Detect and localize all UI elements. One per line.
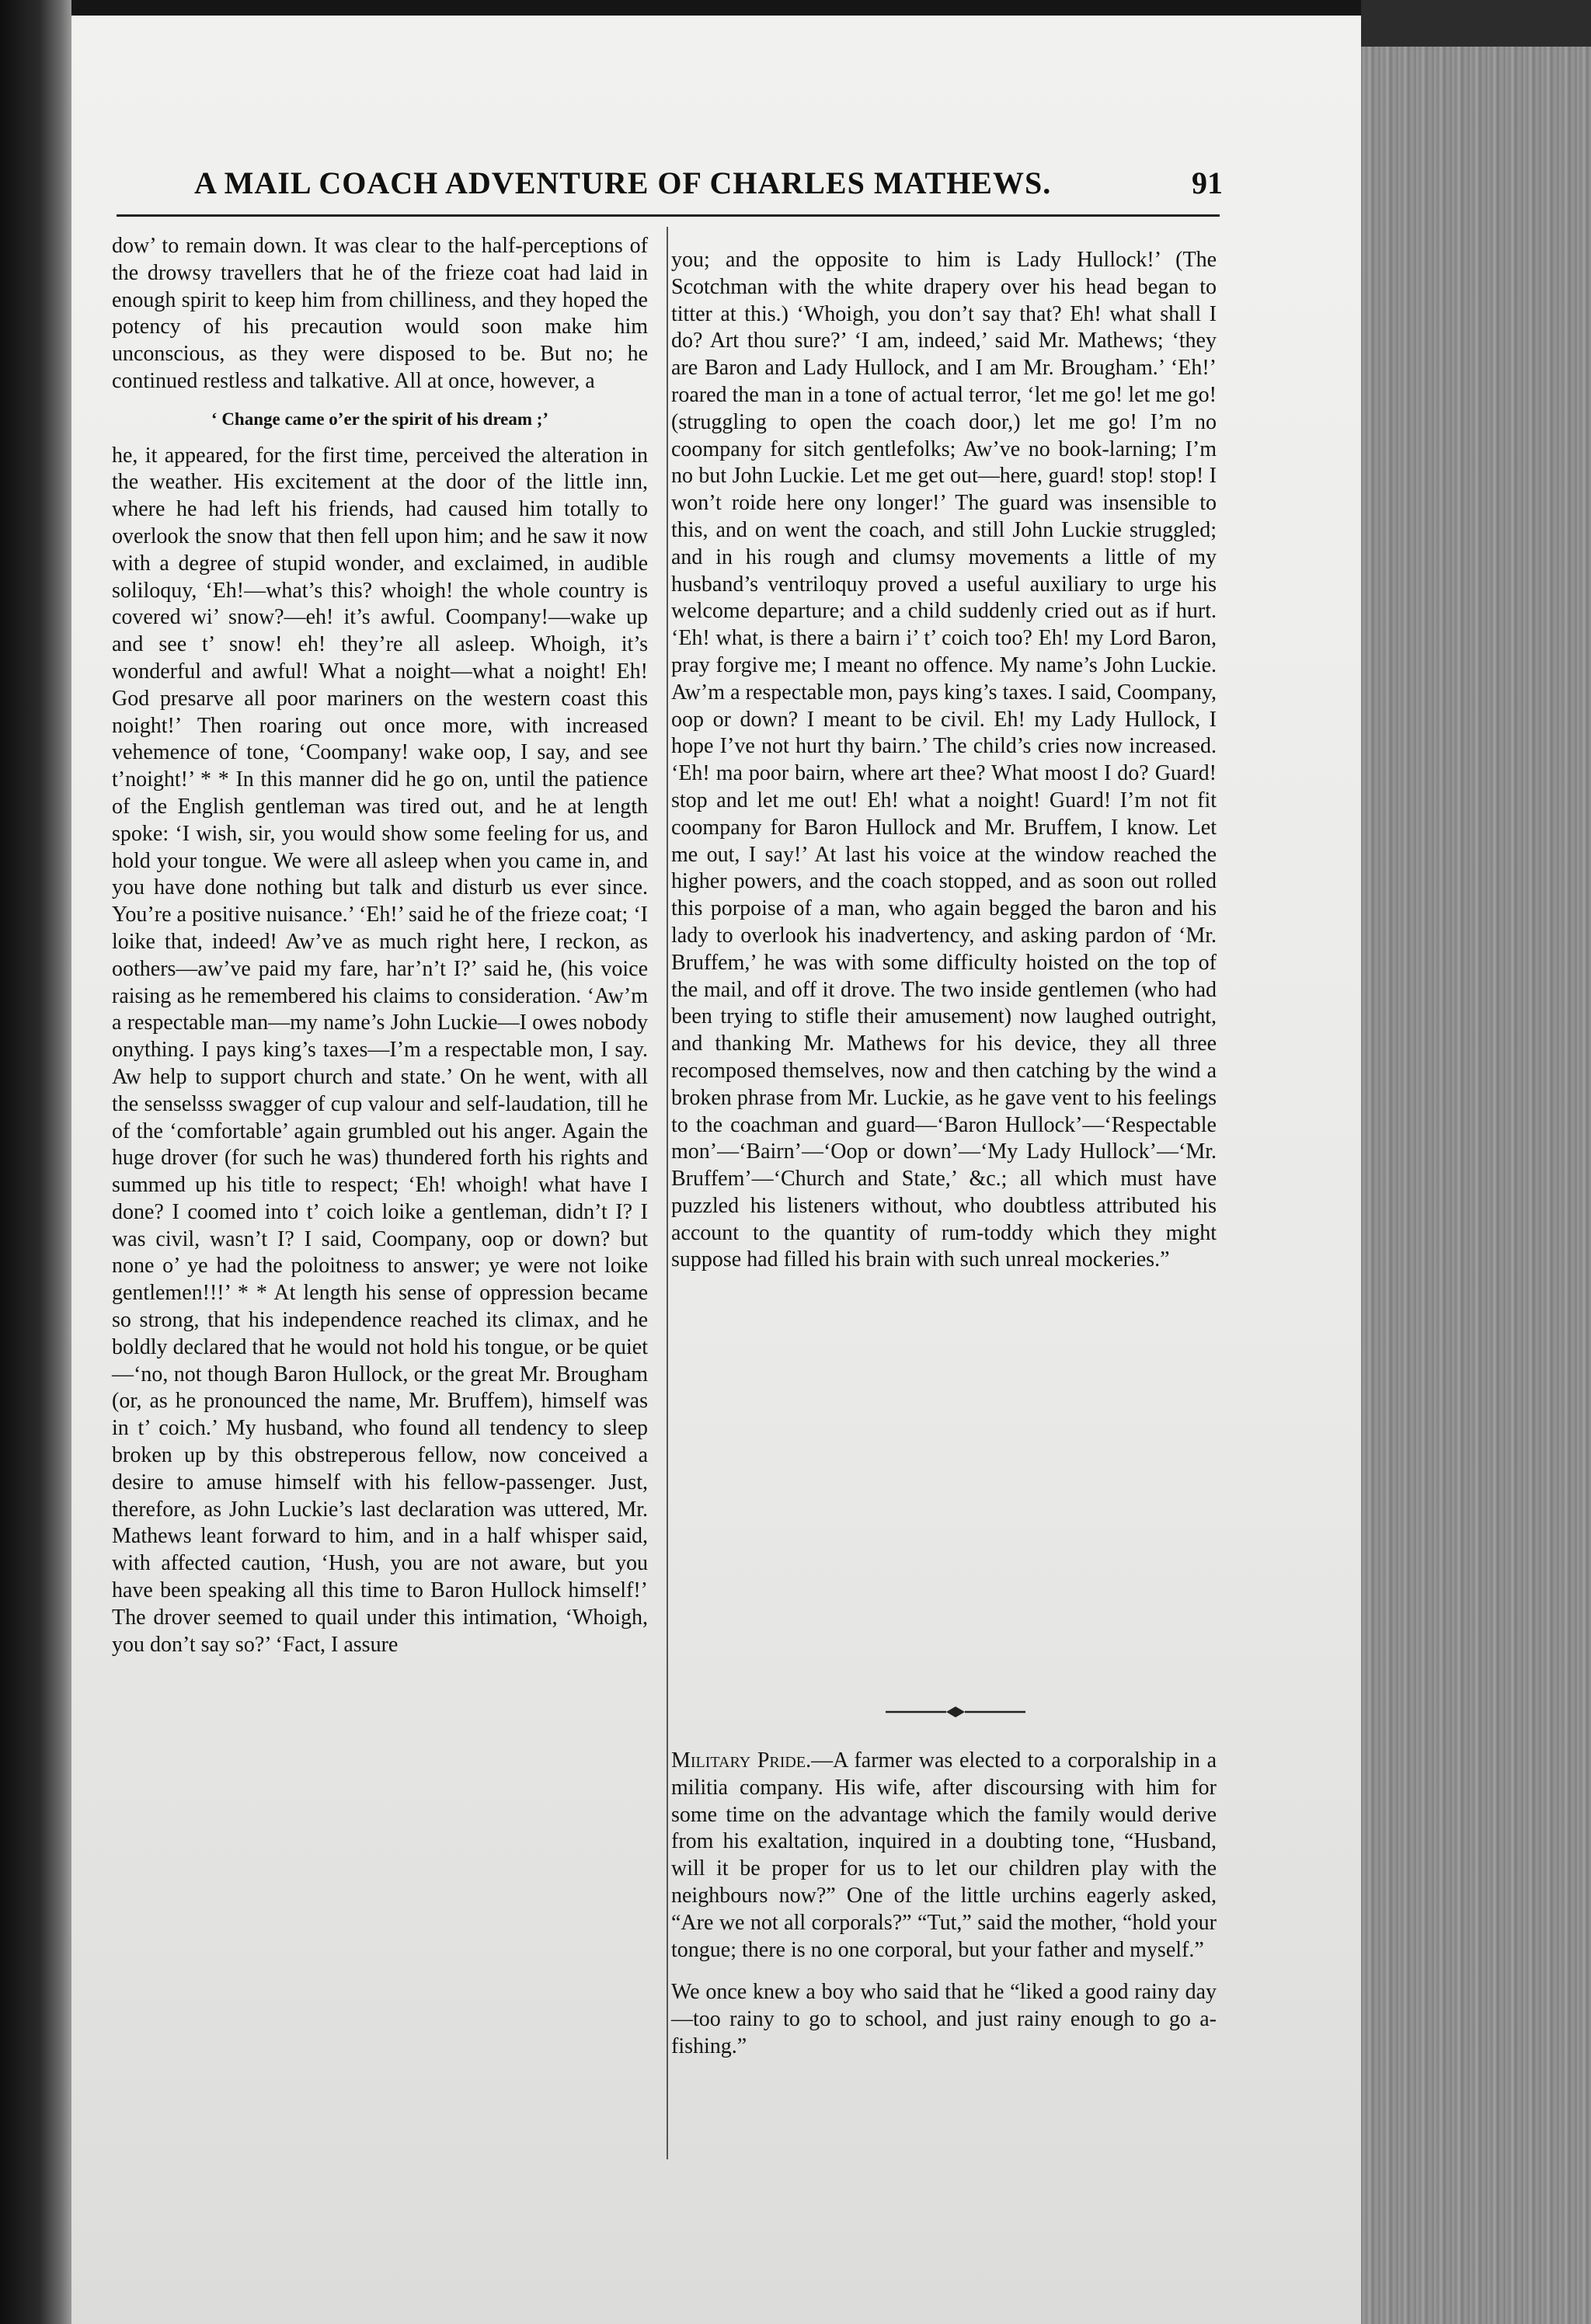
left-paragraph-1: dow’ to remain down. It was clear to the half-perceptions of the drowsy travellers that he of the frieze coat had laid in enough spirit to keep him from chilliness, and they hoped the potency of his precaution would soon make him unconscious, as they were disposed to be. But no; he continued restless and talkative. All at once, however, a	[112, 234, 648, 393]
page-number: 91	[1192, 165, 1223, 200]
motto-quote: ‘ Change came o’er the spirit of his dream ;’	[211, 409, 549, 429]
rainy-day-paragraph: We once knew a boy who said that he “liked a good rainy day—too rainy to go to school, and just rainy enough to go a-fishing.”	[671, 1980, 1217, 2058]
page-header	[117, 165, 1227, 208]
page-edge-texture	[1361, 47, 1591, 2324]
column-divider	[667, 227, 668, 2159]
section-ornament	[878, 1703, 1033, 1721]
right-column-anecdotes	[671, 1748, 1217, 2061]
running-title: A MAIL COACH ADVENTURE OF CHARLES MATHEWS.	[194, 165, 1052, 200]
right-column	[671, 247, 1217, 1274]
military-pride-paragraph	[671, 1748, 1217, 1964]
left-column	[112, 233, 648, 1658]
scan-top-right-shadow	[1361, 0, 1591, 47]
right-paragraph-1: you; and the opposite to him is Lady Hullock!’ (The Scotchman with the white drapery over his head began to titter at this.) ‘Whoigh, you don’t say that? Eh! what shall I do? Art thou sure?’ ‘I am, indeed,’ said Mr. Mathews; ‘they are Baron and Lady Hullock, and I am Mr. Brougham.’ ‘Eh!’ roared the man in a tone of actual terror, ‘let me go! let me go! (struggling to open the coach door,) let me go! I’m no coompany for sitch gentlefolks; Aw’ve no book-larning; I’m no but John Luckie. Let me get out—here, guard! stop! stop! I won’t roide here ony longer!’ The guard was insensible to this, and on went the coach, and still John Luckie struggled; and in his rough and clumsy movements a little of my husband’s ventriloquy proved a useful auxiliary to urge his welcome departure; and a child suddenly cried out as if hurt. ‘Eh! what, is there a bairn i’ t’ coich too? Eh! my Lord Baron, pray forgive me; I meant no offence. My name’s John Luckie. Aw’m a respectable mon, pays king’s taxes. I said, Coompany, oop or down? I meant to be civil. Eh! my Lady Hullock, I hope I’ve not hurt thy bairn.’ The child’s cries now increased. ‘Eh! ma poor bairn, where art thee? What moost I do? Guard! stop and let me out! Eh! what a noight! Guard! I’m not fit coompany for Baron Hullock and Mr. Bruffem, I know. Let me out, I say!’ At last his voice at the window reached the higher powers, and the coach stopped, and as soon out rolled this porpoise of a man, who again begged the baron and his lady to overlook his inadvertency, and asking pardon of ‘Mr. Bruffem,’ he was with some difficulty hoisted on the top of the mail, and off it drove. The two inside gentlemen (who had been trying to stifle their amusement) now laughed outright, and thanking Mr. Mathews for his device, they all three recomposed themselves, now and then catching by the wind a broken phrase from Mr. Luckie, as he gave vent to his feelings to the coachman and guard—‘Baron Hullock’—‘Respectable mon’—‘Bairn’—‘Oop or down’—‘My Lady Hullock’—‘Mr. Bruffem’—‘Church and State,’ &c.; all which must have puzzled his listeners without, who doubtless attributed his account to the quantity of rum-toddy which they might suppose had filled his brain with such unreal mockeries.”	[671, 248, 1217, 1272]
left-paragraph-2: he, it appeared, for the first time, perceived the alteration in the weather. His excitement at the door of the little inn, where he had left his friends, had caused him totally to overlook the snow that then fell upon him; and he saw it now with a degree of stupid wonder, and exclaimed, in audible soliloquy, ‘Eh!—what’s this? whoigh! the whole country is covered wi’ snow?—eh! it’s awful. Coompany!—wake up and see t’ snow! eh! they’re all asleep. Whoigh, it’s wonderful and awful! What a noight—what a noight! Eh! God presarve all poor mariners on the western coast this noight!’ Then roaring out once more, with increased vehemence of tone, ‘Coompany! wake oop, I say, and see t’noight!’ * * In this manner did he go on, until the patience of the English gentleman was tired out, and he at length spoke: ‘I wish, sir, you would show some feeling for us, and hold your tongue. We were all asleep when you came in, and you have done nothing but talk and disturb us ever since. You’re a positive nuisance.’ ‘Eh!’ said he of the frieze coat; ‘I loike that, indeed! Aw’ve as much right here, I reckon, as oothers—aw’ve paid my fare, har’n’t I?’ said he, (his voice raising as he remembered his claims to consideration. ‘Aw’m a respectable man—my name’s John Luckie—I owes nobody onything. I pays king’s taxes—I’m a respectable mon, I say. Aw help to support church and state.’ On he went, with all the senselsss swagger of cup valour and self-laudation, till he of the ‘comfortable’ again grumbled out his anger. Again the huge drover (for such he was) thundered forth his rights and summed up his title to respect; ‘Eh! whoigh! what have I done? I coomed into t’ coich loike a gentleman, didn’t I? I was civil, wasn’t I? I said, Coompany, oop or down? but none o’ ye had the poloitness to answer; ye were not loike gentlemen!!!’ * * At length his sense of oppression became so strong, that his independence reached its climax, and he boldly declared that he would not hold his tongue, or be quiet—‘no, not though Baron Hullock, or the great Mr. Brougham (or, as he pronounced the name, Mr. Bruffem), himself was in t’ coich.’ My husband, who found all tendency to sleep broken up by this obstreperous fellow, now conceived a desire to amuse himself with his fellow-passenger. Just, therefore, as John Luckie’s last declaration was uttered, Mr. Mathews leant forward to him, and in a half whisper said, with affected caution, ‘Hush, you are not aware, but you have been speaking all this time to Baron Hullock himself!’ The drover seemed to quail under this intimation, ‘Whoigh, you don’t say so?’ ‘Fact, I assure	[112, 443, 648, 1657]
military-pride-heading: Military Pride.	[671, 1748, 812, 1773]
scan-left-edge	[0, 0, 71, 2324]
military-pride-text: —A farmer was elected to a corporalship in a militia company. His wife, after discoursing with him for some time on the advantage which the family would derive from his exaltation, inquired in a doubting tone, “Husband, will it be proper for us to let our children play with the neighbours now?” One of the little urchins eagerly asked, “Are we not all corporals?” “Tut,” said the mother, “hold your tongue; there is no one corporal, but your father and myself.”	[671, 1748, 1217, 1962]
header-rule	[117, 214, 1220, 217]
